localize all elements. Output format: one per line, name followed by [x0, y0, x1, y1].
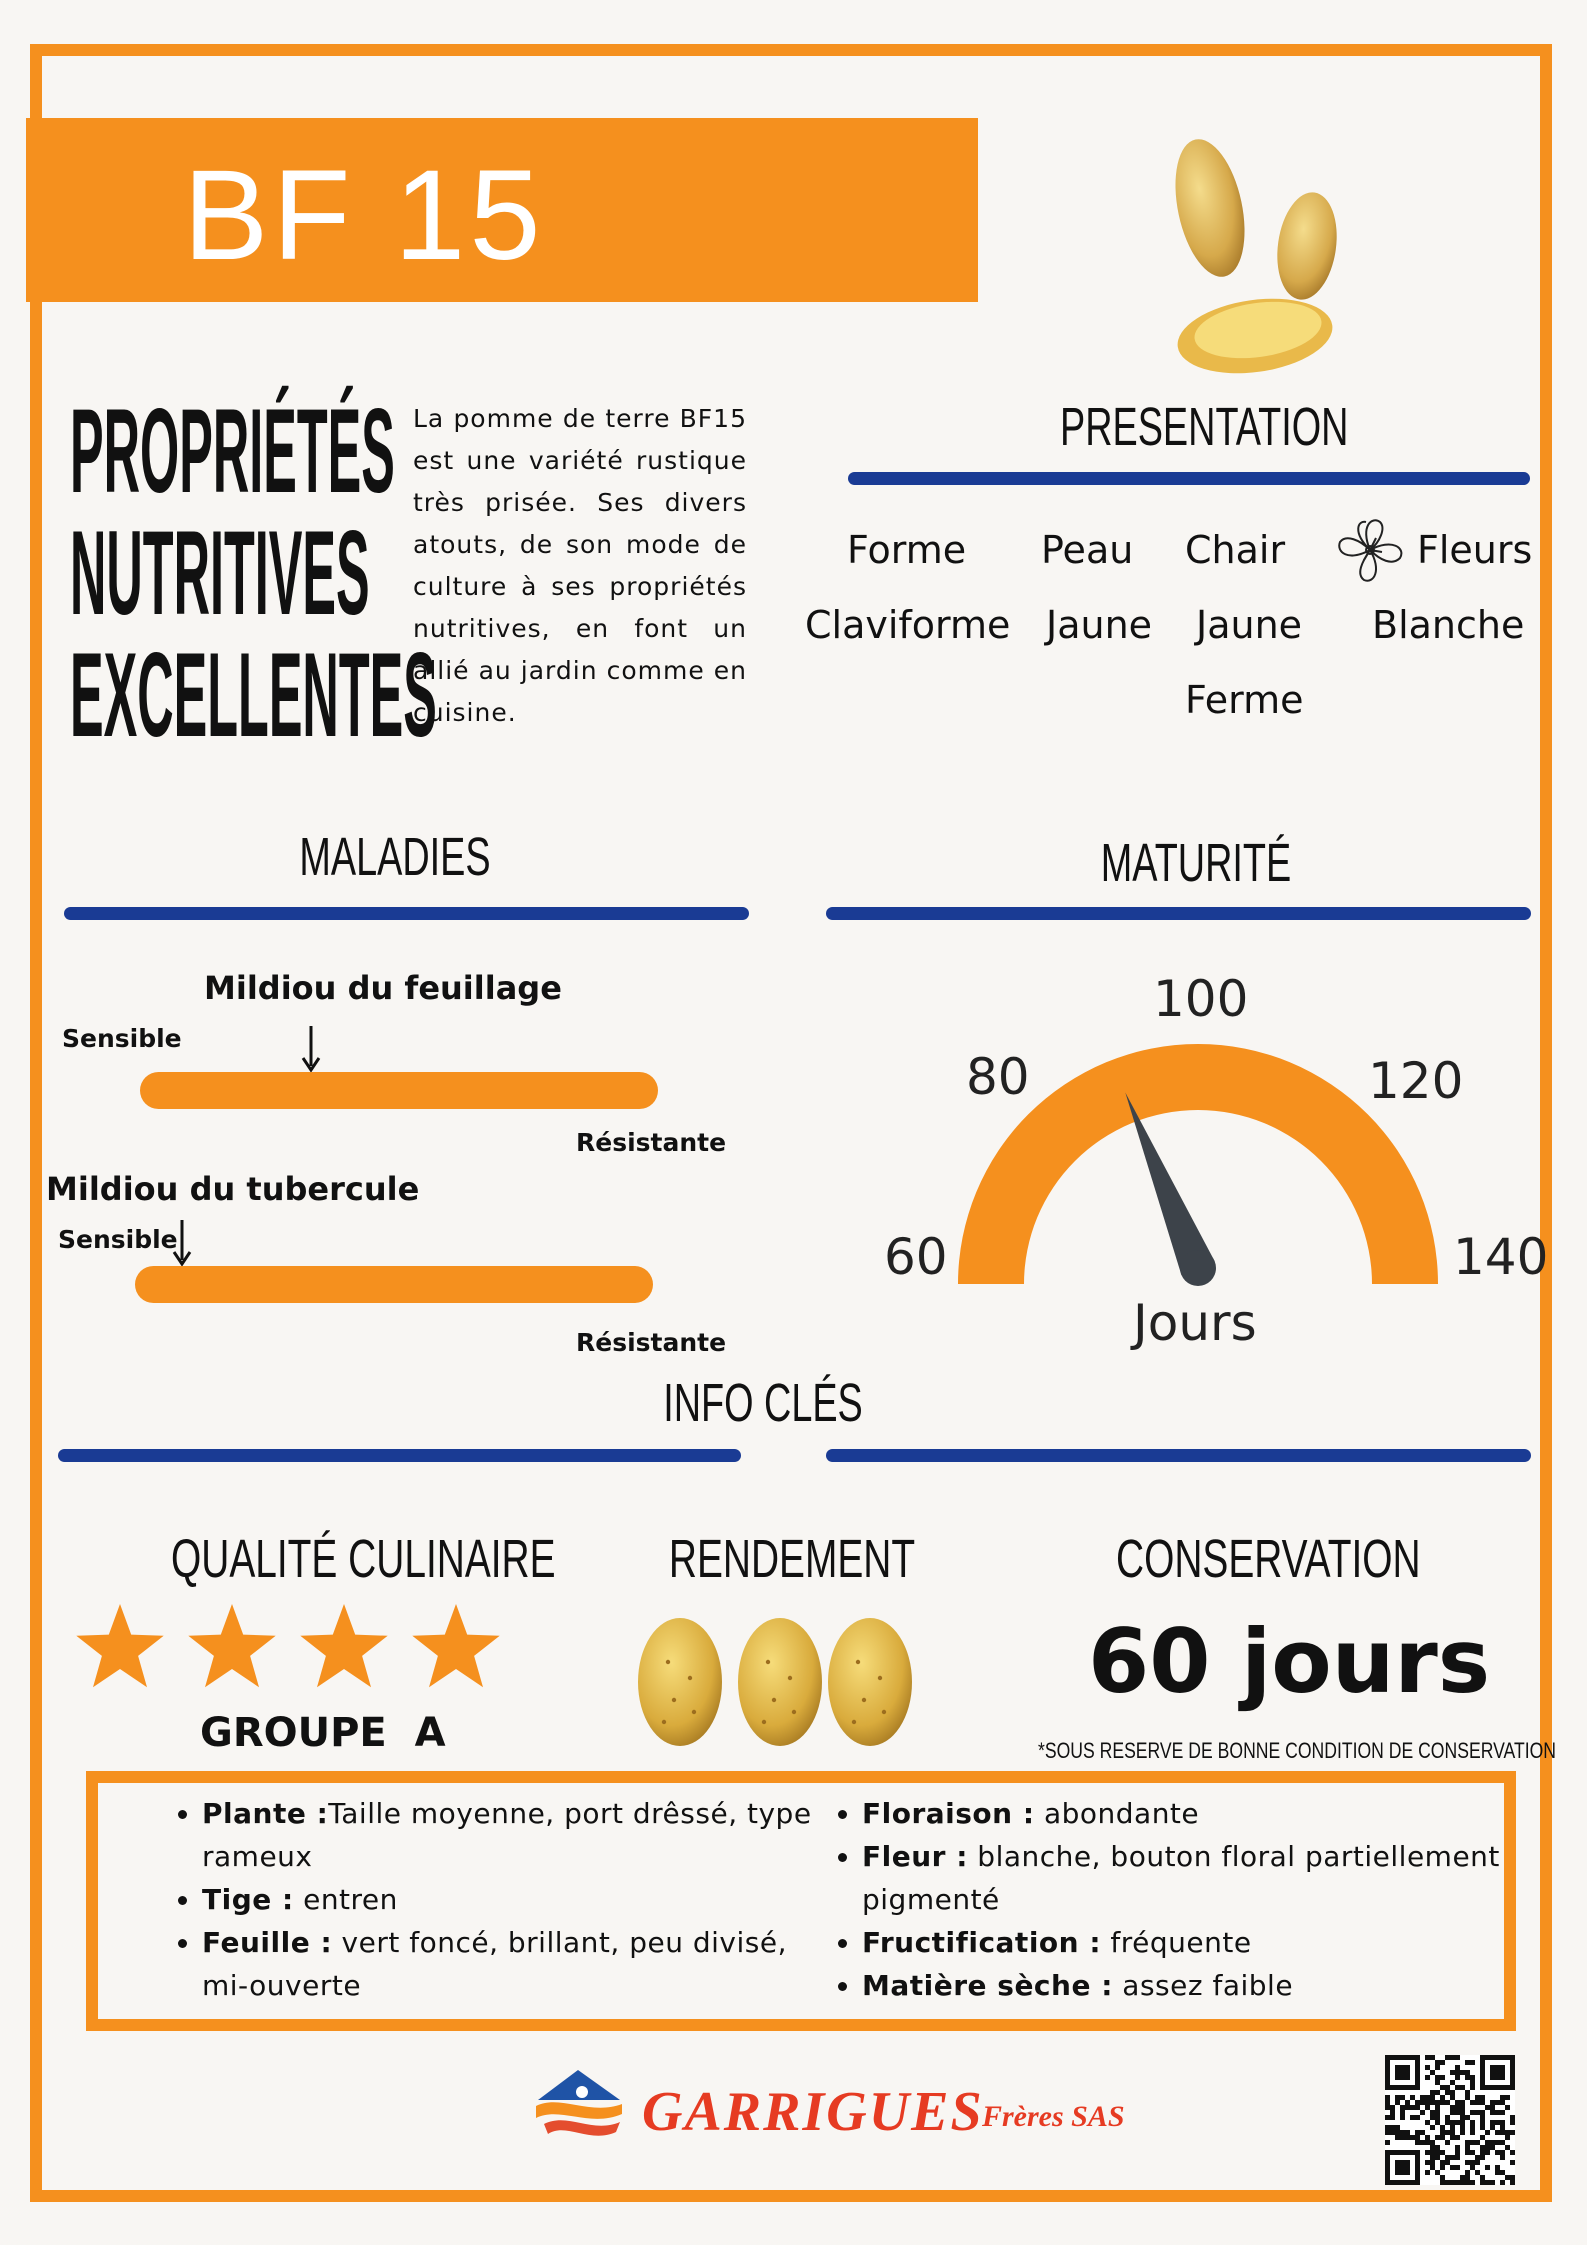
brand-logo-icon — [530, 2066, 630, 2146]
maladies-title: MALADIES — [299, 827, 491, 887]
detail-item: • Plante :Taille moyenne, port drêssé, type rameux — [202, 1792, 832, 1878]
conservation-title: CONSERVATION — [1116, 1529, 1421, 1589]
resistante-label: Résistante — [576, 1328, 727, 1357]
disease-name: Mildiou du feuillage — [204, 969, 562, 1007]
maladies-divider — [64, 907, 749, 920]
gauge-unit: Jours — [1133, 1294, 1257, 1352]
presentation-title: PRESENTATION — [1060, 397, 1349, 457]
presentation-label: Chair — [1185, 528, 1286, 572]
potatoes-image — [1150, 128, 1360, 380]
sensible-label: Sensible — [58, 1225, 178, 1254]
brand-suffix: Frères SAS — [982, 2100, 1125, 2133]
maturite-divider — [826, 907, 1531, 920]
groupe-label: GROUPE A — [200, 1710, 446, 1756]
detail-item: • Matière sèche : assez faible — [862, 1964, 1502, 2007]
presentation-label: Forme — [847, 528, 967, 572]
detail-item: • Fleur : blanche, bouton floral partiellement pigmenté — [862, 1835, 1502, 1921]
resistance-bar — [140, 1072, 658, 1109]
resistance-marker — [170, 1220, 194, 1266]
gauge-tick-label: 60 — [884, 1228, 948, 1286]
rendement-potatoes — [630, 1614, 920, 1754]
potato-icon — [828, 1618, 912, 1746]
maturite-title: MATURITÉ — [1100, 833, 1292, 893]
details-right-list — [830, 1792, 1502, 2007]
presentation-value: Blanche — [1372, 603, 1525, 647]
rating-stars — [72, 1600, 512, 1696]
qualite-title: QUALITÉ CULINAIRE — [171, 1529, 556, 1589]
page-title: BF 15 — [183, 144, 545, 287]
star-icon — [300, 1604, 387, 1687]
intro-text: La pomme de terre BF15 est une variété rustique très prisée. Ses divers atouts, de son mode de culture à ses propriétés nutritives, en font un allié au jardin comme en cuisine. — [413, 404, 747, 727]
presentation-label: Fleurs — [1417, 528, 1533, 572]
presentation-value: Jaune — [1196, 603, 1303, 647]
brand-name: GARRIGUES — [642, 2081, 984, 2143]
detail-item: • Tige : entren — [202, 1878, 832, 1921]
presentation-divider — [848, 472, 1530, 485]
presentation-value: Jaune — [1046, 603, 1153, 647]
presentation-value-2: Ferme — [1185, 678, 1304, 722]
details-left-list — [170, 1792, 832, 2007]
detail-item: • Floraison : abondante — [862, 1792, 1502, 1835]
flower-icon — [1330, 512, 1410, 590]
sensible-label: Sensible — [62, 1024, 182, 1053]
heading-line: NUTRITIVES — [70, 506, 370, 640]
presentation-value: Claviforme — [805, 603, 1011, 647]
star-icon — [76, 1604, 163, 1687]
gauge-tick-label: 100 — [1153, 970, 1249, 1028]
heading-line: EXCELLENTES — [70, 628, 437, 762]
disease-name: Mildiou du tubercule — [46, 1170, 420, 1208]
rendement-title: RENDEMENT — [668, 1529, 916, 1589]
star-icon — [188, 1604, 275, 1687]
star-icon — [412, 1604, 499, 1687]
gauge-tick-label: 140 — [1453, 1228, 1549, 1286]
gauge-tick-label: 120 — [1368, 1052, 1464, 1110]
heading-line: PROPRIÉTÉS — [70, 384, 395, 518]
conservation-value: 60 jours — [1088, 1610, 1491, 1713]
detail-item: • Feuille : vert foncé, brillant, peu divisé, mi-ouverte — [202, 1921, 832, 2007]
gauge-tick-label: 80 — [966, 1048, 1030, 1106]
detail-item: • Fructification : fréquente — [862, 1921, 1502, 1964]
info-divider-right — [826, 1449, 1531, 1462]
presentation-label: Peau — [1041, 528, 1134, 572]
resistance-bar — [135, 1266, 653, 1303]
qr-code — [1385, 2055, 1515, 2185]
conservation-note: *SOUS RESERVE DE BONNE CONDITION DE CONSERVATION — [1038, 1738, 1556, 1763]
info-cles-title: INFO CLÉS — [663, 1373, 863, 1433]
resistante-label: Résistante — [576, 1128, 727, 1157]
potato-icon — [738, 1618, 822, 1746]
potato-icon — [638, 1618, 722, 1746]
resistance-marker — [299, 1026, 323, 1072]
info-divider-left — [58, 1449, 741, 1462]
